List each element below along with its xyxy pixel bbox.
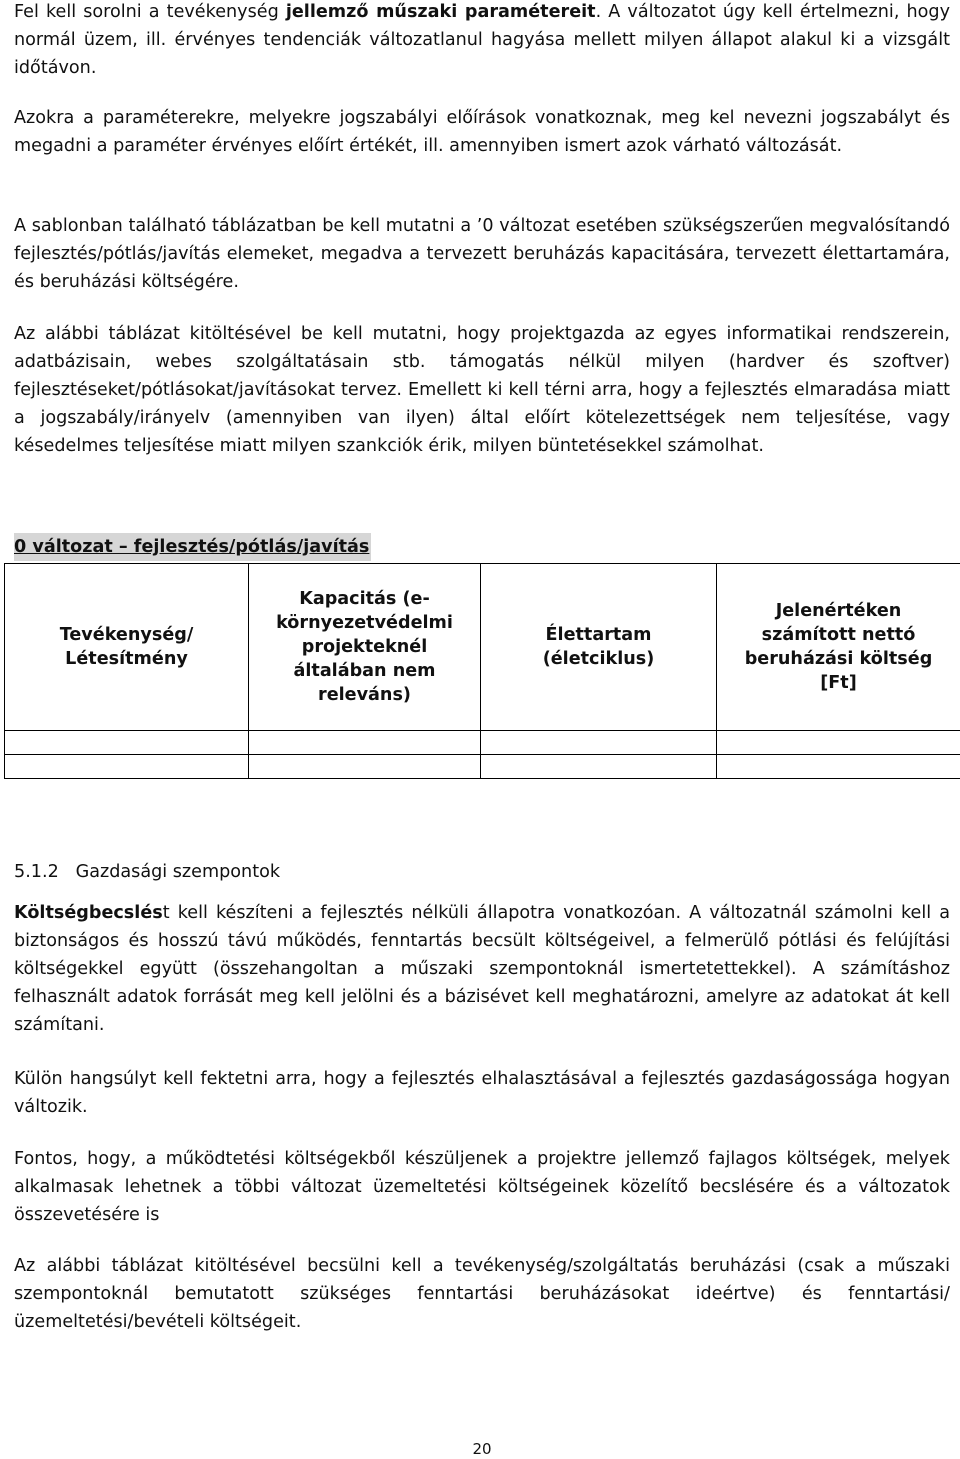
paragraph-specific-costs: Fontos, hogy, a működtetési költségekből készüljenek a projektre jellemző fajlagos költségek, melyek alkalmasak lehetnek a többi változat üzemeltetési költségeinek közelítő becslésére és a változatok összevetésére is — [14, 1149, 950, 1225]
table-cell[interactable] — [5, 755, 249, 779]
development-table — [4, 563, 960, 779]
table-cell[interactable] — [249, 755, 481, 779]
table-cell[interactable] — [717, 731, 960, 755]
bold-text-run: és — [140, 903, 163, 923]
paragraph-template-table: A sablonban található táblázatban be kell mutatni a ’0 változat esetében szükségszerűen megvalósítandó fejlesztés/pótlás/javítás elemeket, megadva a tervezett beruházás kapacitására, tervezett élettartamára, és beruházási költségére. — [14, 216, 950, 292]
header-capacity: Kapacitás (e-környezetvédelmi projekteknél általában nem releváns) — [249, 564, 481, 731]
table-heading: 0 változat – fejlesztés/pótlás/javítás — [14, 533, 371, 561]
section-number: 5.1.2 — [14, 862, 59, 882]
section-title: Gazdasági szempontok — [75, 862, 281, 882]
table-cell[interactable] — [5, 731, 249, 755]
table-row — [5, 731, 960, 755]
page-number: 20 — [472, 1440, 492, 1458]
table-cell[interactable] — [717, 755, 960, 779]
table-cell[interactable] — [249, 731, 481, 755]
table-cell[interactable] — [481, 755, 717, 779]
header-activity: Tevékenység/ Létesítmény — [5, 564, 249, 731]
text-run: Fel kell sorolni a tevékenység — [14, 2, 286, 22]
text-run: t kell készíteni a fejlesztés nélküli állapotra vonatkozóan. A változatnál számolni kell a biztonságos és hosszú távú működés, fenntartás becsült költségeivel, a felmerülő pótlási és felújítási költségekkel együtt (összehangoltan a műszaki szempontoknál ismertetettekkel). A számításhoz felhasznált adatok forrását meg kell jelölni és a bázisévet kell meghatározni, amelyre az adatokat át kell számítani. — [14, 903, 950, 1035]
paragraph-it-systems: Az alábbi táblázat kitöltésével be kell mutatni, hogy projektgazda az egyes informatikai rendszerein, adatbázisain, webes szolgáltatásain stb. támogatás nélkül milyen (hardver és szoftver) fejlesztéseket/pótlásokat/javításokat tervez. Emellett ki kell térni arra, hogy a fejlesztés elmaradása miatt a jogszabály/irányelv (amennyiben van ilyen) által előírt kötelezettségek nem teljesítése, vagy késedelmes teljesítése miatt milyen szankciók érik, milyen büntetésekkel számolhat. — [14, 324, 950, 456]
paragraph-postponement: Külön hangsúlyt kell fektetni arra, hogy a fejlesztés elhalasztásával a fejlesztés gazdaságossága hogyan változik. — [14, 1069, 950, 1117]
bold-text-run: Költségbecsl — [14, 903, 141, 923]
paragraph-technical-parameters — [14, 0, 950, 82]
table-cell[interactable] — [481, 731, 717, 755]
text-run: . A változatot úgy kell értelmezni, hogy normál üzem, ill. érvényes tendenciák változatlanul hagyása mellett milyen állapot alakul ki a vizsgált időtávon. — [14, 2, 951, 78]
table-header-row — [5, 564, 960, 731]
table-row — [5, 755, 960, 779]
paragraph-cost-estimate — [14, 899, 950, 1039]
header-cost: Jelenértéken számított nettó beruházási költség [Ft] — [717, 564, 960, 731]
section-heading — [14, 858, 280, 886]
paragraph-legal-parameters: Azokra a paraméterekre, melyekre jogszabályi előírások vonatkoznak, meg kel nevezni jogszabályt és megadni a paraméter érvényes előírt értékét, ill. amennyiben ismert azok várható változását. — [14, 108, 950, 156]
header-lifetime: Élettartam (életciklus) — [481, 564, 717, 731]
bold-text-run: jellemző műszaki paramétereit — [285, 2, 596, 22]
paragraph-table-instruction: Az alábbi táblázat kitöltésével becsülni kell a tevékenység/szolgáltatás beruházási (csak a műszaki szempontoknál bemutatott szükséges fenntartási beruházásokat ideértve) és fenntartási/üzemeltetési/bevételi költségeit. — [14, 1256, 950, 1332]
